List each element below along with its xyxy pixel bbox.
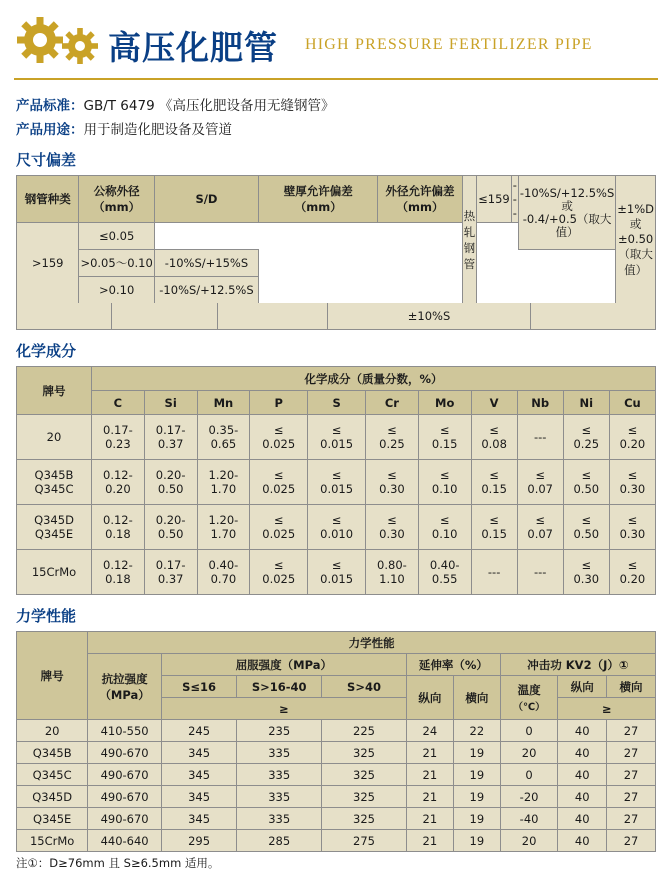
header-mech-title: 力学性能 [88,632,656,654]
header-impact-temp [500,676,557,720]
cell-1-6 [418,460,471,505]
cell-1-2 [197,460,250,505]
cell-1-7 [471,460,517,505]
cell-3-4-l2: 0.015 [320,572,354,586]
cell-3-6-l2: 0.55 [431,572,458,586]
cell-m3-grade: Q345D [17,786,88,808]
cell-m0-i1: 40 [558,720,607,742]
cell-m5-i1: 40 [558,830,607,852]
cell-3-1-l2: 0.37 [157,572,184,586]
cell-m0-grade: 20 [17,720,88,742]
header-pipe-kind: 钢管种类 [17,176,79,223]
cell-0-4 [308,415,366,460]
header-yield: 屈服强度（MPa） [161,654,406,676]
cell-0-1 [144,415,197,460]
cell-0-9 [563,415,609,460]
cell-1-7-l1: ≤ [489,468,499,482]
section-title-mech: 力学性能 [16,607,77,625]
header-od-tolerance-l1: 外径允许偏差 [385,184,455,198]
cell-0-0-l2: 0.23 [105,437,131,451]
header-impact-temp-l2: （℃） [513,702,546,713]
table-row [17,550,656,595]
cell-m0-y2: 235 [237,720,322,742]
cell-m3-y1: 345 [161,786,236,808]
cell-m3-y2: 335 [237,786,322,808]
cell-0-10-l1: ≤ [627,423,638,437]
header-sd-ratio: S/D [154,176,258,223]
cell-0-10-l2: 0.20 [619,437,646,451]
cell-sd-2: ≤0.05 [79,223,154,250]
cell-1-6-l2: 0.10 [431,482,458,496]
table-row [17,460,656,505]
intro-row-standard [16,98,672,115]
cell-1-1 [144,460,197,505]
cell-m4-i1: 40 [558,808,607,830]
cell-m4-y2: 335 [237,808,322,830]
cell-m1-e2: 19 [453,742,500,764]
cell-1-6-l1: ≤ [439,468,450,482]
cell-2-8 [517,505,563,550]
cell-1-8 [517,460,563,505]
cell-1-9 [563,460,609,505]
header-element-nb: Nb [517,391,563,415]
cell-m4-e1: 21 [406,808,453,830]
cell-m4-temp: -40 [500,808,557,830]
header-nominal-od-l1: 公称外径 [93,184,140,198]
table-row [17,742,656,764]
intro-label-standard: 产品标准： [16,98,84,114]
cell-m4-y3: 325 [322,808,407,830]
cell-m5-temp: 20 [500,830,557,852]
cell-1-5-l1: ≤ [387,468,397,482]
page-title-cn: 高压化肥管 [108,28,278,67]
cell-3-7: --- [471,550,517,595]
cell-m5-e1: 21 [406,830,453,852]
cell-grade-1-l2: Q345C [34,482,74,496]
header-tensile-l2: （MPa） [99,687,150,702]
cell-3-8: --- [517,550,563,595]
cell-2-6-l1: ≤ [439,513,450,527]
cell-0-9-l2: 0.25 [573,437,600,451]
cell-m0-i2: 27 [607,720,656,742]
cell-0-8: --- [517,415,563,460]
cell-m3-e1: 21 [406,786,453,808]
header-element-ni: Ni [563,391,609,415]
cell-1-1-l2: 0.50 [157,482,184,496]
cell-2-4 [308,505,366,550]
cell-0-1-l1: 0.17- [155,423,186,437]
header-nominal-od [79,176,154,223]
cell-m1-y3: 325 [322,742,407,764]
table-row [17,250,656,277]
cell-0-6-l2: 0.15 [431,437,458,451]
cell-0-10 [609,415,655,460]
cell-1-8-l1: ≤ [535,468,546,482]
cell-3-2 [197,550,250,595]
cell-0-6 [418,415,471,460]
cell-1-10 [609,460,655,505]
cell-m5-i2: 27 [607,830,656,852]
cell-1-3 [250,460,308,505]
table-row [17,720,656,742]
table-header-row [17,391,656,415]
intro-block [16,98,672,139]
cell-grade-1 [17,460,92,505]
cell-2-9 [563,505,609,550]
cell-1-3-l1: ≤ [273,468,284,482]
cell-m2-i2: 27 [607,764,656,786]
header-element-p: P [250,391,308,415]
header-od-tolerance-l2: （mm） [396,200,444,214]
cell-1-0-l1: 0.12- [103,468,133,482]
cell-2-6 [418,505,471,550]
intro-value-usage: 用于制造化肥设备及管道 [83,122,232,138]
cell-2-2-l1: 1.20- [208,513,239,527]
header-tensile [88,654,162,720]
cell-3-9-l1: ≤ [581,558,592,572]
cell-2-5-l2: 0.30 [379,527,405,541]
header-chem-title: 化学成分（质量分数，%） [92,367,656,391]
header-element-c: C [92,391,145,415]
cell-m2-y3: 325 [322,764,407,786]
cell-0-3-l2: 0.025 [262,437,296,451]
cell-1-5 [366,460,419,505]
cell-m0-e1: 24 [406,720,453,742]
header-grade-mech: 牌号 [17,632,88,720]
cell-2-9-l1: ≤ [581,513,592,527]
cell-2-1-l2: 0.50 [157,527,184,541]
cell-2-1 [144,505,197,550]
cell-0-2-l1: 0.35- [208,423,239,437]
cell-m3-temp: -20 [500,786,557,808]
cell-1-5-l2: 0.30 [379,482,405,496]
cell-1-4 [308,460,366,505]
cell-0-6-l1: ≤ [439,423,450,437]
header-impact-ge: ≥ [558,698,656,720]
cell-3-5 [366,550,419,595]
cell-od-tolerance [616,176,656,304]
cell-grade-0: 20 [17,415,92,460]
cell-m2-e1: 21 [406,764,453,786]
cell-m0-temp: 0 [500,720,557,742]
cell-m5-e2: 19 [453,830,500,852]
cell-m4-y1: 345 [161,808,236,830]
cell-3-0 [92,550,145,595]
cell-2-5 [366,505,419,550]
cell-3-6-l1: 0.40- [429,558,460,572]
cell-m2-y2: 335 [237,764,322,786]
cell-2-4-l2: 0.010 [320,527,354,541]
table-row [17,415,656,460]
cell-m1-i1: 40 [558,742,607,764]
cell-0-5-l1: ≤ [387,423,397,437]
cell-3-9 [563,550,609,595]
cell-0-0 [92,415,145,460]
cell-m0-tensile: 410-550 [88,720,162,742]
cell-0-2-l2: 0.65 [210,437,237,451]
header-wall-tolerance-l1: 壁厚允许偏差 [283,184,353,198]
cell-wall-1 [518,176,615,250]
cell-1-10-l2: 0.30 [619,482,646,496]
header-element-cu: Cu [609,391,655,415]
cell-1-1-l1: 0.20- [155,468,186,482]
cell-3-10 [609,550,655,595]
header-impact-trans: 横向 [607,676,656,698]
header-wall-tolerance [259,176,378,223]
page-header [0,0,672,82]
header-yield-40: S>40 [322,676,407,698]
spacer-od-tol [531,303,656,330]
cell-3-3-l1: ≤ [273,558,284,572]
cell-m2-i1: 40 [558,764,607,786]
header-grade: 牌号 [17,367,92,415]
header-yield-16-40: S>16-40 [237,676,322,698]
cell-m4-tensile: 490-670 [88,808,162,830]
cell-grade-3: 15CrMo [17,550,92,595]
spacer-sd [217,303,327,330]
cell-2-2-l2: 1.70 [210,527,237,541]
cell-m3-i2: 27 [607,786,656,808]
cell-2-3-l2: 0.025 [262,527,296,541]
cell-1-0 [92,460,145,505]
cell-0-5 [366,415,419,460]
cell-m2-e2: 19 [453,764,500,786]
cell-m0-y1: 245 [161,720,236,742]
cell-m4-i2: 27 [607,808,656,830]
cell-0-9-l1: ≤ [581,423,592,437]
table-row [17,303,656,330]
header-element-s: S [308,391,366,415]
cell-od-1: ≤159 [477,176,512,223]
cell-3-4-l1: ≤ [331,558,342,572]
header-element-mn: Mn [197,391,250,415]
cell-2-6-l2: 0.10 [431,527,458,541]
cell-2-5-l1: ≤ [387,513,397,527]
header-impact: 冲击功 KV2（J）① [500,654,655,676]
cell-0-7-l2: 0.08 [481,437,507,451]
header-yield-ge: ≥ [161,698,406,720]
cell-m5-grade: 15CrMo [17,830,88,852]
intro-value-standard: GB/T 6479 《高压化肥设备用无缝钢管》 [83,98,335,114]
cell-m0-y3: 225 [322,720,407,742]
cell-m1-i2: 27 [607,742,656,764]
cell-m1-temp: 20 [500,742,557,764]
cell-0-4-l1: ≤ [331,423,342,437]
cell-1-10-l1: ≤ [627,468,638,482]
header-yield-16: S≤16 [161,676,236,698]
cell-2-7 [471,505,517,550]
cell-wall-1-l2: -0.4/+0.5（取大值） [522,211,612,239]
table-header-row [17,654,656,676]
section-title-chem: 化学成分 [16,342,77,360]
cell-1-4-l2: 0.015 [320,482,354,496]
cell-sd-4: >0.10 [79,277,154,304]
cell-1-9-l1: ≤ [581,468,592,482]
page-title-en: HIGH PRESSURE FERTILIZER PIPE [305,36,593,53]
cell-od-tolerance-l2: （取大值） [618,246,653,277]
cell-0-2 [197,415,250,460]
cell-3-3-l2: 0.025 [262,572,296,586]
cell-2-8-l1: ≤ [535,513,546,527]
cell-3-2-l1: 0.40- [208,558,239,572]
cell-3-5-l2: 1.10 [379,572,405,586]
cell-m0-e2: 22 [453,720,500,742]
header-impact-temp-l1: 温度 [517,683,541,697]
chemical-composition-table [16,366,656,595]
cell-0-4-l2: 0.015 [320,437,354,451]
cell-2-2 [197,505,250,550]
cell-2-0-l2: 0.18 [105,527,131,541]
cell-3-6 [418,550,471,595]
spacer-od [112,303,217,330]
table-row [17,764,656,786]
header-impact-long: 纵向 [558,676,607,698]
cell-m1-e1: 21 [406,742,453,764]
header-tensile-l1: 抗拉强度 [101,671,148,686]
header-elong-long: 纵向 [406,676,453,720]
cell-0-5-l2: 0.25 [379,437,405,451]
cell-1-8-l2: 0.07 [527,482,553,496]
size-deviation-table-extra [16,303,656,330]
cell-3-10-l2: 0.20 [619,572,646,586]
cell-m2-y1: 345 [161,764,236,786]
cell-2-0-l1: 0.12- [103,513,133,527]
cell-1-3-l2: 0.025 [262,482,296,496]
intro-row-usage [16,122,672,139]
cell-2-4-l1: ≤ [331,513,342,527]
cell-2-3 [250,505,308,550]
cell-sd-3: >0.05～0.10 [79,250,154,277]
cell-wall-2: -10%S/+15%S [154,250,258,277]
table-row [17,830,656,852]
table-row [17,505,656,550]
table-row [17,277,656,304]
cell-2-0 [92,505,145,550]
cell-0-3-l1: ≤ [273,423,284,437]
cell-m1-grade: Q345B [17,742,88,764]
cell-m5-y2: 285 [237,830,322,852]
header-od-tolerance [378,176,462,223]
cell-m3-i1: 40 [558,786,607,808]
cell-2-9-l2: 0.50 [573,527,600,541]
cell-sd-1: --- [511,176,518,223]
cell-m1-y1: 345 [161,742,236,764]
section-title-size: 尺寸偏差 [16,151,77,169]
header-element-v: V [471,391,517,415]
cell-3-9-l2: 0.30 [573,572,600,586]
cell-2-10-l2: 0.30 [619,527,646,541]
header-divider [14,78,658,80]
cell-1-4-l1: ≤ [331,468,342,482]
header-nominal-od-l2: （mm） [93,200,141,214]
cell-0-7 [471,415,517,460]
cell-1-7-l2: 0.15 [481,482,507,496]
header-element-mo: Mo [418,391,471,415]
cell-grade-2-l1: Q345D [34,513,74,527]
cell-3-10-l1: ≤ [627,558,638,572]
size-deviation-table [16,175,656,304]
cell-m2-tensile: 490-670 [88,764,162,786]
header-elongation: 延伸率（%） [406,654,500,676]
cell-0-0-l1: 0.17- [103,423,133,437]
spacer-kind [17,303,112,330]
cell-1-2-l2: 1.70 [210,482,237,496]
cell-2-1-l1: 0.20- [155,513,186,527]
cell-0-7-l1: ≤ [489,423,499,437]
cell-0-3 [250,415,308,460]
cell-m5-y3: 275 [322,830,407,852]
header-element-cr: Cr [366,391,419,415]
cell-grade-1-l1: Q345B [34,468,74,482]
cell-m1-y2: 335 [237,742,322,764]
cell-od-2: >159 [17,223,79,304]
cell-1-0-l2: 0.20 [105,482,131,496]
table-row [17,808,656,830]
cell-m5-tensile: 440-640 [88,830,162,852]
cell-2-10-l1: ≤ [627,513,638,527]
cell-3-0-l2: 0.18 [105,572,131,586]
cell-grade-2-l2: Q345E [34,527,74,541]
header-wall-tolerance-l2: （mm） [294,200,342,214]
cell-wall-4: ±10%S [327,303,531,330]
cell-2-3-l1: ≤ [273,513,284,527]
cell-3-5-l1: 0.80- [377,558,407,572]
cell-m4-e2: 19 [453,808,500,830]
header-element-si: Si [144,391,197,415]
table-header-row [17,367,656,391]
cell-od-tolerance-l1: ±1%D 或±0.50 [617,201,654,246]
gears-icon [14,16,104,68]
cell-3-0-l1: 0.12- [103,558,133,572]
cell-m3-tensile: 490-670 [88,786,162,808]
cell-3-1 [144,550,197,595]
cell-pipe-kind: 热轧钢管 [462,176,477,304]
cell-wall-3: -10%S/+12.5%S [154,277,258,304]
cell-m2-grade: Q345C [17,764,88,786]
header-elong-trans: 横向 [453,676,500,720]
cell-2-7-l2: 0.15 [481,527,507,541]
cell-m3-e2: 19 [453,786,500,808]
intro-label-usage: 产品用途： [16,122,84,138]
cell-3-1-l1: 0.17- [155,558,186,572]
cell-2-7-l1: ≤ [489,513,499,527]
cell-m2-temp: 0 [500,764,557,786]
cell-3-3 [250,550,308,595]
cell-1-2-l1: 1.20- [208,468,239,482]
cell-2-8-l2: 0.07 [527,527,553,541]
cell-3-2-l2: 0.70 [210,572,237,586]
cell-m5-y1: 295 [161,830,236,852]
cell-2-10 [609,505,655,550]
table-header-row [17,632,656,654]
table-row [17,786,656,808]
footnote: 注①：D≥76mm 且 S≥6.5mm 适用。 [16,856,220,870]
cell-wall-1-l1: -10%S/+12.5%S 或 [519,185,615,213]
cell-m3-y3: 325 [322,786,407,808]
cell-0-1-l2: 0.37 [157,437,184,451]
mechanical-properties-table [16,631,656,852]
cell-3-4 [308,550,366,595]
cell-m4-grade: Q345E [17,808,88,830]
cell-grade-2 [17,505,92,550]
cell-m1-tensile: 490-670 [88,742,162,764]
cell-1-9-l2: 0.50 [573,482,600,496]
